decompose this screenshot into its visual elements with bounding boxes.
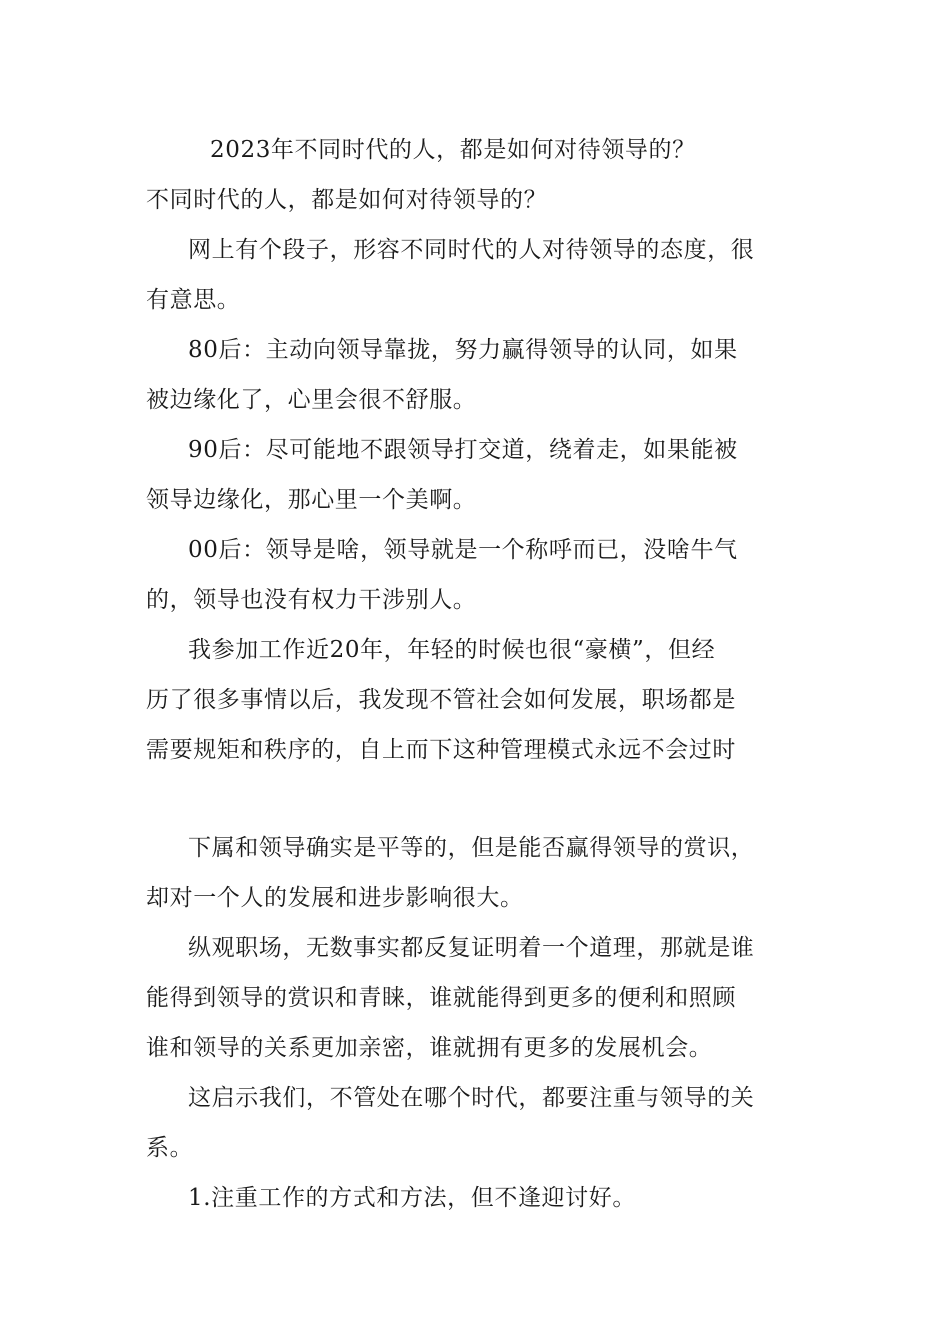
paragraph-line: 领导边缘化，那心里一个美啊。: [146, 487, 477, 513]
paragraph-line: 不同时代的人，都是如何对待领导的？: [146, 187, 548, 213]
paragraph-line: 系。: [146, 1135, 194, 1161]
document-title: 2023年不同时代的人，都是如何对待领导的？: [210, 137, 696, 163]
paragraph-line: 纵观职场，无数事实都反复证明着一个道理，那就是谁: [188, 935, 755, 961]
paragraph-line: 能得到领导的赏识和青睐，谁就能得到更多的便利和照顾: [146, 985, 736, 1011]
paragraph-line: 谁和领导的关系更加亲密，谁就拥有更多的发展机会。: [146, 1035, 713, 1061]
paragraph-line: 网上有个段子，形容不同时代的人对待领导的态度，很: [188, 237, 755, 263]
paragraph-line: 90后：尽可能地不跟领导打交道，绕着走，如果能被: [188, 437, 738, 463]
paragraph-line: 下属和领导确实是平等的，但是能否赢得领导的赏识，: [188, 835, 755, 861]
paragraph-line: 80后：主动向领导靠拢，努力赢得领导的认同，如果: [188, 337, 738, 363]
paragraph-line: 我参加工作近20年，年轻的时候也很“豪横”，但经: [188, 637, 716, 663]
paragraph-line: 这启示我们，不管处在哪个时代，都要注重与领导的关: [188, 1085, 755, 1111]
paragraph-line: 却对一个人的发展和进步影响很大。: [146, 885, 524, 911]
paragraph-line: 历了很多事情以后，我发现不管社会如何发展，职场都是: [146, 687, 736, 713]
paragraph-line: 需要规矩和秩序的，自上而下这种管理模式永远不会过时: [146, 737, 736, 763]
paragraph-line: 00后：领导是啥，领导就是一个称呼而已，没啥牛气: [188, 537, 738, 563]
section-heading: 1.注重工作的方式和方法，但不逢迎讨好。: [188, 1185, 636, 1211]
paragraph-line: 有意思。: [146, 287, 241, 313]
paragraph-line: 的，领导也没有权力干涉别人。: [146, 587, 477, 613]
paragraph-line: 被边缘化了，心里会很不舒服。: [146, 387, 477, 413]
